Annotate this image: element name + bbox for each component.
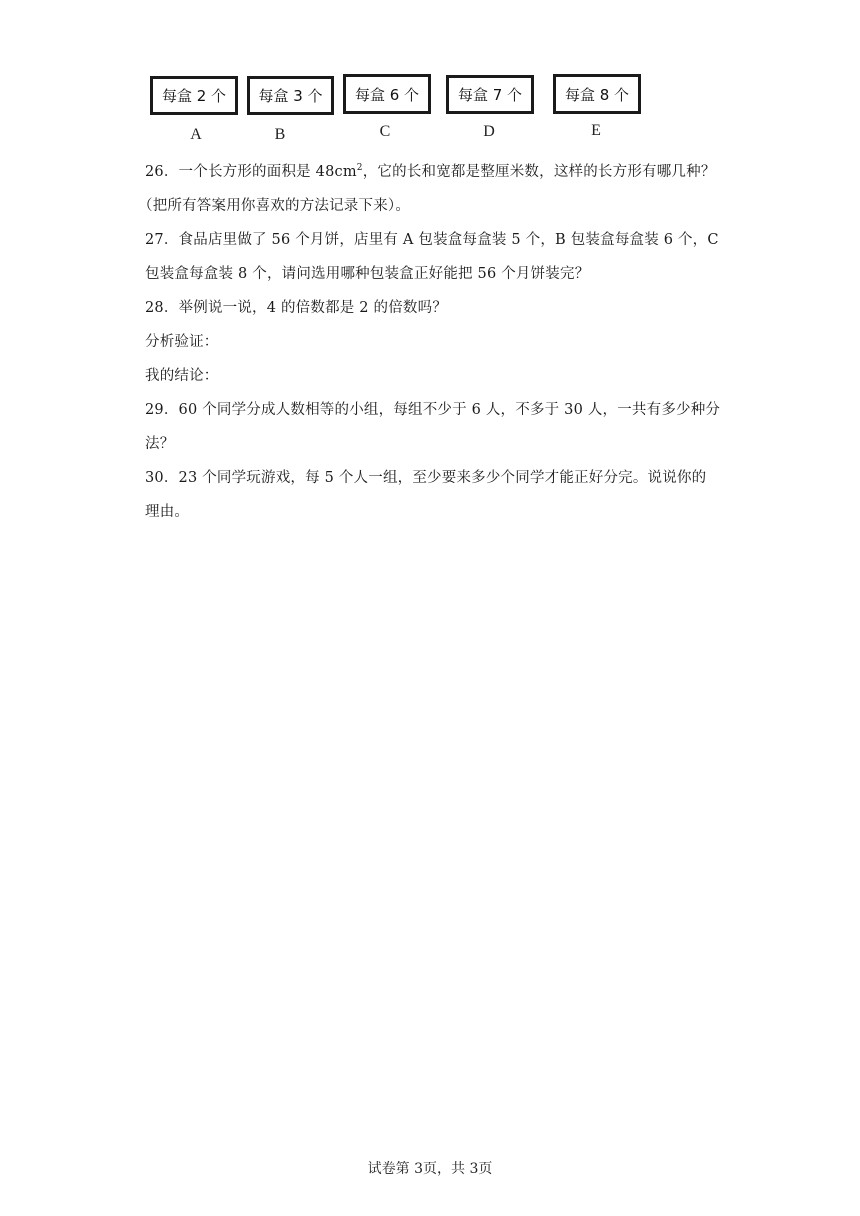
question-27-line-2: 包装盒每盒装 8 个，请问选用哪种包装盒正好能把 56 个月饼装完？ bbox=[145, 266, 590, 282]
box-b bbox=[247, 76, 334, 115]
box-b-letter: B bbox=[274, 126, 286, 143]
question-26-line-2: （把所有答案用你喜欢的方法记录下来）。 bbox=[138, 198, 411, 214]
question-27-line-1: 27．食品店里做了 56 个月饼，店里有 A 包装盒每盒装 5 个，B 包装盒每盒装 6 个，C bbox=[145, 232, 719, 248]
question-28-conclusion: 我的结论： bbox=[145, 368, 219, 384]
box-c-letter: C bbox=[379, 123, 391, 140]
box-d-letter: D bbox=[483, 123, 495, 140]
box-c-label: 每盒 6 个 bbox=[354, 85, 420, 104]
question-28-analysis: 分析验证： bbox=[145, 334, 219, 350]
box-d-label: 每盒 7 个 bbox=[457, 86, 523, 104]
box-a-label: 每盒 2 个 bbox=[161, 87, 227, 105]
box-e-label: 每盒 8 个 bbox=[564, 85, 630, 104]
question-30-line-2: 理由。 bbox=[145, 504, 190, 520]
question-28-line-1: 28．举例说一说，4 的倍数都是 2 的倍数吗？ bbox=[145, 300, 448, 316]
box-c bbox=[343, 74, 431, 114]
box-a bbox=[150, 76, 238, 115]
box-e-letter: E bbox=[591, 122, 601, 139]
question-26-text-pre: 26．一个长方形的面积是 48cm bbox=[145, 164, 357, 180]
box-d bbox=[446, 75, 534, 114]
superscript-2: 2 bbox=[356, 163, 363, 173]
question-26-line-1 bbox=[145, 162, 716, 182]
question-30-line-1: 30．23 个同学玩游戏，每 5 个人一组，至少要来多少个同学才能正好分完。说说你的 bbox=[145, 470, 707, 486]
question-26-text-post: ，它的长和宽都是整厘米数，这样的长方形有哪几种？ bbox=[362, 164, 716, 180]
question-29-line-1: 29．60 个同学分成人数相等的小组，每组不少于 6 人，不多于 30 人，一共有多少种分 bbox=[145, 402, 721, 418]
page-footer: 试卷第 3页，共 3页 bbox=[367, 1161, 493, 1177]
question-29-line-2: 法？ bbox=[145, 436, 175, 452]
box-a-letter: A bbox=[190, 126, 202, 143]
box-e bbox=[553, 74, 641, 114]
box-b-label: 每盒 3 个 bbox=[258, 87, 323, 105]
